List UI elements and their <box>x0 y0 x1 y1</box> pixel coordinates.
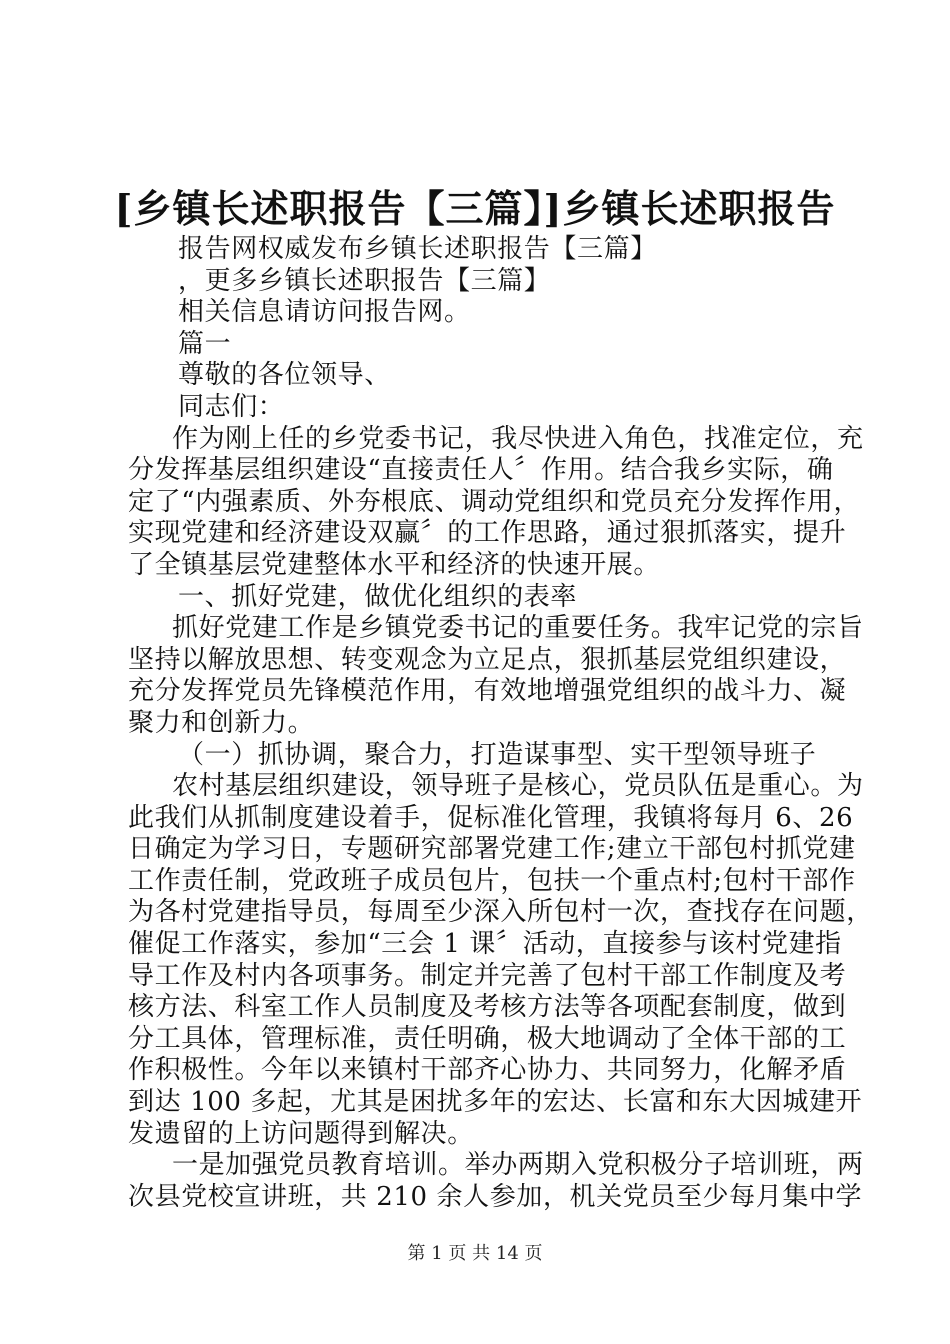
paragraph-line: 作积极性。今年以来镇村干部齐心协力、共同努力，化解矛盾 <box>128 1055 847 1086</box>
page-footer <box>0 1242 950 1266</box>
page-total: 共 14 页 <box>472 1243 543 1264</box>
paragraph-line: 为各村党建指导员，每周至少深入所包村一次，查找存在问题， <box>128 897 873 928</box>
paragraph-line: 到达 100 多起，尤其是困扰多年的宏达、长富和东大因城建开 <box>128 1087 863 1118</box>
paragraph-line: 发遗留的上访问题得到解决。 <box>128 1118 474 1149</box>
paragraph-line: 聚力和创新力。 <box>128 707 315 738</box>
intro-line: ，更多乡镇长述职报告【三篇】 <box>178 265 551 296</box>
paragraph-line: 充分发挥党员先锋模范作用，有效地增强党组织的战斗力、凝 <box>128 676 847 707</box>
paragraph-line: 农村基层组织建设，领导班子是核心，党员队伍是重心。为 <box>172 771 864 802</box>
paragraph-line: 抓好党建工作是乡镇党委书记的重要任务。我牢记党的宗旨 <box>172 613 864 644</box>
paragraph-line: 催促工作落实，参加“三会 1 课〞活动，直接参与该村党建指 <box>128 929 842 960</box>
paragraph-line: 作为刚上任的乡党委书记，我尽快进入角色，找准定位，充 <box>172 423 864 454</box>
paragraph-line: 定了“内强素质、外夯根底、调动党组织和党员充分发挥作用， <box>128 486 861 517</box>
page-number: 第 1 页 <box>407 1243 467 1264</box>
document-title: [乡镇长述职报告【三篇】]乡镇长述职报告 <box>114 186 836 231</box>
paragraph-line: 此我们从抓制度建设着手，促标准化管理，我镇将每月 6、26 <box>128 802 854 833</box>
section-heading: 篇一 <box>178 328 232 359</box>
paragraph-line: 坚持以解放思想、转变观念为立足点，狠抓基层党组织建设， <box>128 644 847 675</box>
document-body <box>128 234 873 1213</box>
paragraph-line: 日确定为学习日，专题研究部署党建工作;建立干部包村抓党建 <box>128 834 856 865</box>
paragraph-line: 核方法、科室工作人员制度及考核方法等各项配套制度，做到 <box>128 992 847 1023</box>
salutation-line: 尊敬的各位领导、 <box>178 360 391 391</box>
subheading-line: 一、抓好党建，做优化组织的表率 <box>178 581 578 612</box>
intro-line: 相关信息请访问报告网。 <box>178 297 471 328</box>
paragraph-line: 导工作及村内各项事务。制定并完善了包村干部工作制度及考 <box>128 960 847 991</box>
paragraph-line: 分发挥基层组织建设“直接责任人〞作用。结合我乡实际，确 <box>128 455 834 486</box>
paragraph-line: 实现党建和经济建设双赢〞的工作思路，通过狠抓落实，提升 <box>128 518 847 549</box>
paragraph-line: 工作责任制，党政班子成员包片，包扶一个重点村;包村干部作 <box>128 865 856 896</box>
salutation-line: 同志们： <box>178 391 285 422</box>
subheading-line: （一）抓协调，聚合力，打造谋事型、实干型领导班子 <box>178 739 817 770</box>
paragraph-line: 了全镇基层党建整体水平和经济的快速开展。 <box>128 549 661 580</box>
paragraph-line: 一是加强党员教育培训。举办两期入党积极分子培训班，两 <box>172 1150 864 1181</box>
intro-line: 报告网权威发布乡镇长述职报告【三篇】 <box>178 234 657 264</box>
paragraph-line: 次县党校宣讲班，共 210 余人参加，机关党员至少每月集中学 <box>128 1181 863 1212</box>
paragraph-line: 分工具体，管理标准，责任明确，极大地调动了全体干部的工 <box>128 1023 847 1054</box>
